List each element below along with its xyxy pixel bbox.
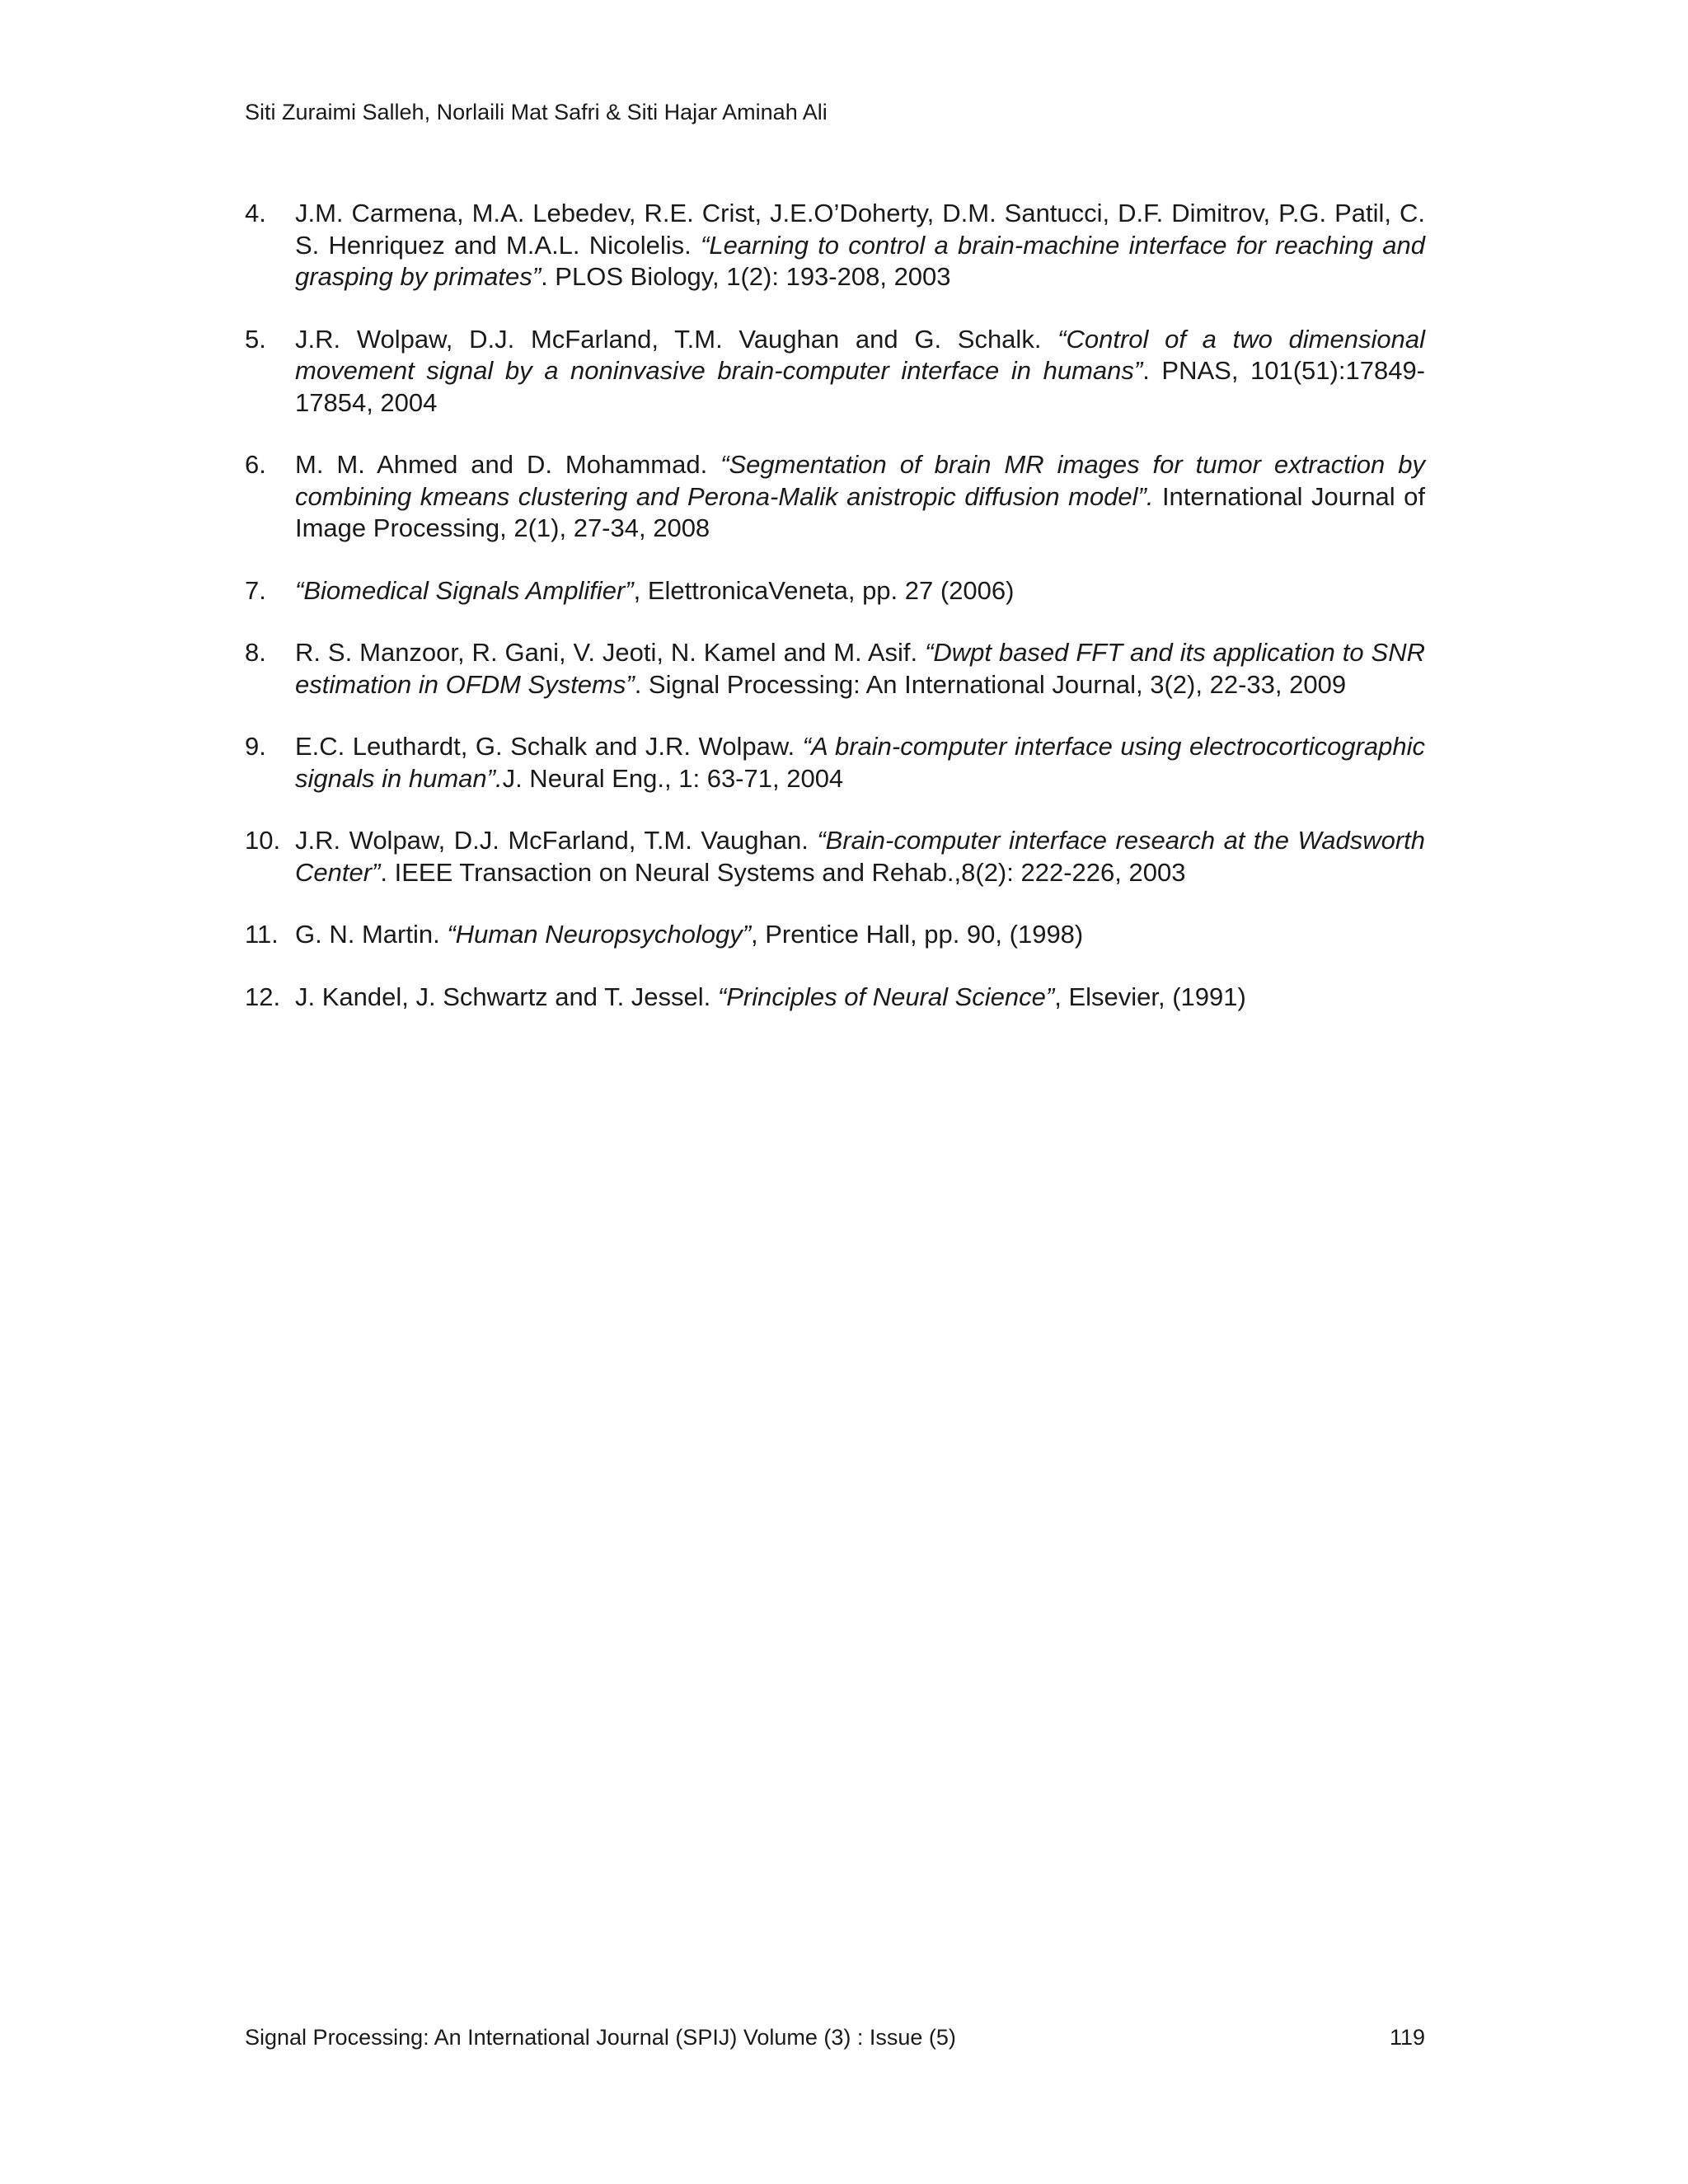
reference-number: 10. (245, 826, 281, 855)
reference-title: “A brain-computer interface using electrocorticographic signals in human”. (295, 732, 1425, 793)
reference-item (245, 982, 1425, 1014)
reference-source: . PLOS Biology, 1(2): 193-208, 2003 (541, 262, 951, 291)
reference-number: 9. (245, 732, 266, 761)
reference-source: . IEEE Transaction on Neural Systems and Rehab.,8(2): 222-226, 2003 (380, 857, 1186, 887)
reference-title: “Control of a two dimensional movement signal by a noninvasive brain-computer interface in humans” (295, 324, 1425, 385)
reference-source: . PNAS, 101(51):17849-17854, 2004 (295, 356, 1426, 417)
reference-item (245, 825, 1425, 888)
reference-number: 12. (245, 982, 281, 1011)
reference-authors: J.R. Wolpaw, D.J. McFarland, T.M. Vaughan. (295, 826, 818, 855)
running-header-authors: Siti Zuraimi Salleh, Norlaili Mat Safri & Siti Hajar Aminah Ali (245, 100, 828, 124)
reference-title: “Human Neuropsychology” (447, 920, 752, 949)
reference-item (245, 637, 1425, 701)
reference-title: “Principles of Neural Science” (717, 982, 1055, 1011)
reference-item (245, 449, 1425, 545)
reference-number: 5. (245, 324, 266, 354)
reference-number: 4. (245, 199, 266, 227)
reference-authors: E.C. Leuthardt, G. Schalk and J.R. Wolpaw. (295, 732, 803, 761)
reference-authors: J.M. Carmena, M.A. Lebedev, R.E. Crist, J.E.O’Doherty, D.M. Santucci, D.F. Dimitrov, P.G. Patil, C. S. Henriquez and M.A.L. Nicolelis. (295, 199, 1425, 260)
footer-journal-info: Signal Processing: An International Journal (SPIJ) Volume (3) : Issue (5) (245, 2025, 956, 2050)
reference-authors: J.R. Wolpaw, D.J. McFarland, T.M. Vaughan and G. Schalk. (295, 324, 1058, 354)
reference-number: 11. (245, 920, 279, 949)
reference-authors: M. M. Ahmed and D. Mohammad. (295, 450, 721, 479)
reference-authors: J. Kandel, J. Schwartz and T. Jessel. (295, 982, 718, 1011)
reference-item (245, 324, 1425, 419)
reference-source: , ElettronicaVeneta, pp. 27 (2006) (633, 575, 1015, 605)
reference-source: , Elsevier, (1991) (1054, 982, 1246, 1011)
reference-list (245, 198, 1425, 1043)
reference-number: 7. (245, 575, 266, 605)
reference-title: “Dwpt based FFT and its application to SNR estimation in OFDM Systems” (295, 638, 1425, 699)
reference-title: “Segmentation of brain MR images for tumor extraction by combining kmeans clustering and Perona-Malik anistropic diffusion model”. (295, 450, 1425, 511)
reference-source: J. Neural Eng., 1: 63-71, 2004 (502, 763, 844, 793)
reference-authors: R. S. Manzoor, R. Gani, V. Jeoti, N. Kamel and M. Asif. (295, 638, 926, 667)
reference-title: “Brain-computer interface research at the Wadsworth Center” (295, 826, 1426, 887)
reference-source: International Journal of Image Processing, 2(1), 27-34, 2008 (295, 481, 1425, 542)
page-number: 119 (1389, 2025, 1425, 2050)
reference-item (245, 198, 1425, 293)
reference-source: . Signal Processing: An International Journal, 3(2), 22-33, 2009 (634, 669, 1347, 699)
reference-item (245, 575, 1425, 607)
reference-item (245, 731, 1425, 794)
reference-title: “Biomedical Signals Amplifier” (295, 575, 634, 605)
reference-number: 6. (245, 450, 266, 479)
reference-title: “Learning to control a brain-machine interface for reaching and grasping by primates” (295, 230, 1425, 291)
reference-number: 8. (245, 638, 266, 667)
reference-authors: G. N. Martin. (295, 920, 448, 949)
reference-source: , Prentice Hall, pp. 90, (1998) (751, 920, 1084, 949)
reference-item (245, 919, 1425, 951)
